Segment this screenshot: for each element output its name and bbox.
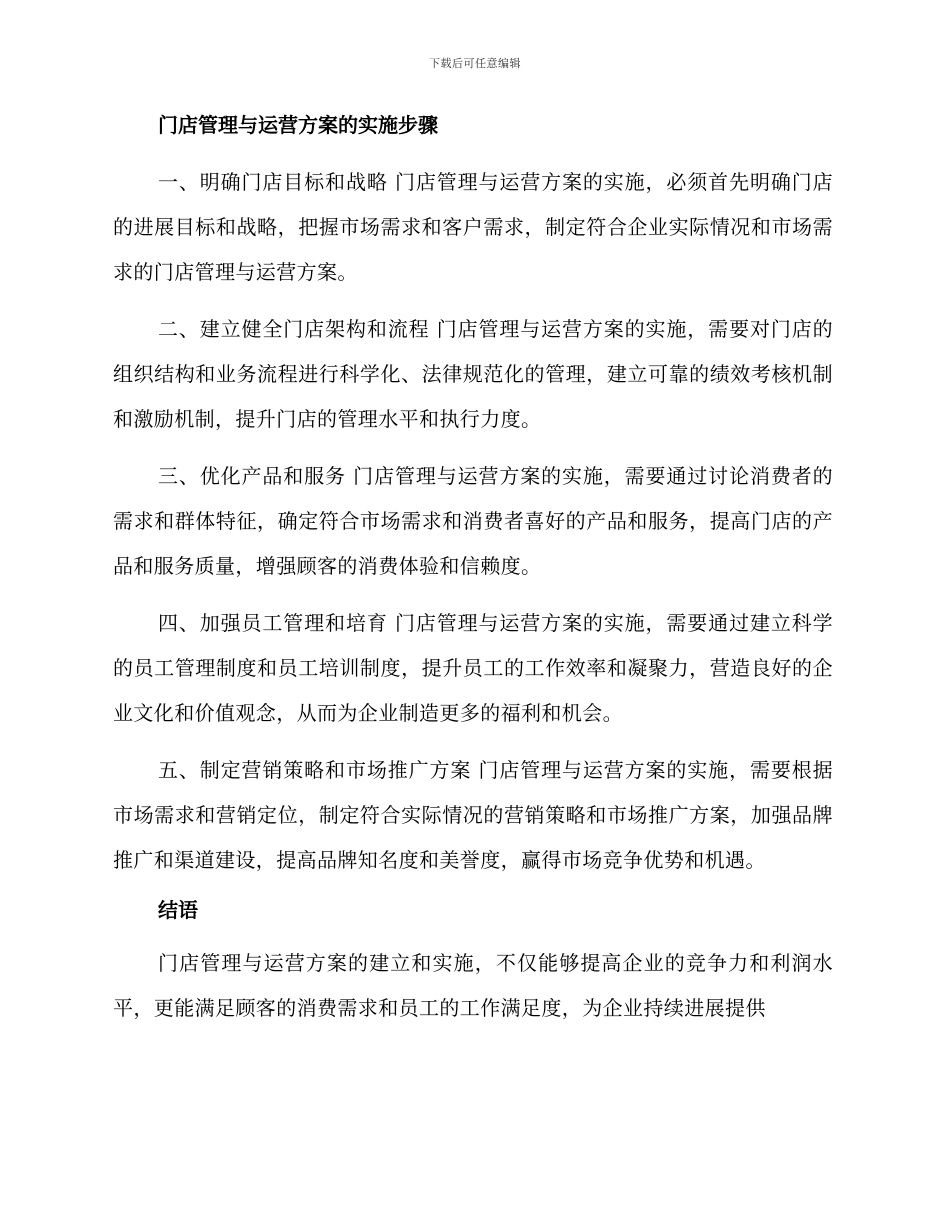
paragraph-step-1: 一、明确门店目标和战略 门店管理与运营方案的实施，必须首先明确门店的进展目标和战略，把握市场需求和客户需求，制定符合企业实际情况和市场需求的门店管理与运营方案。 — [113, 170, 833, 284]
document-body — [113, 110, 833, 1043]
paragraph-step-4: 四、加强员工管理和培育 门店管理与运营方案的实施，需要通过建立科学的员工管理制度和员工培训制度，提升员工的工作效率和凝聚力，营造良好的企业文化和价值观念，从而为企业制造更多的福利和机会。 — [113, 611, 833, 725]
conclusion-paragraph: 门店管理与运营方案的建立和实施，不仅能够提高企业的竞争力和利润水平，更能满足顾客的消费需求和员工的工作满足度，为企业持续进展提供 — [113, 951, 833, 1020]
paragraph-step-3: 三、优化产品和服务 门店管理与运营方案的实施，需要通过讨论消费者的需求和群体特征，确定符合市场需求和消费者喜好的产品和服务，提高门店的产品和服务质量，增强顾客的消费体验和信赖度。 — [113, 464, 833, 578]
document-title: 门店管理与运营方案的实施步骤 — [158, 113, 438, 137]
paragraph-step-5: 五、制定营销策略和市场推广方案 门店管理与运营方案的实施，需要根据市场需求和营销定位，制定符合实际情况的营销策略和市场推广方案，加强品牌推广和渠道建设，提高品牌知名度和美誉度，赢得市场竞争优势和机遇。 — [113, 758, 833, 872]
header-note: 下载后可任意编辑 — [429, 57, 521, 70]
paragraph-step-2: 二、建立健全门店架构和流程 门店管理与运营方案的实施，需要对门店的组织结构和业务流程进行科学化、法律规范化的管理，建立可靠的绩效考核机制和激励机制，提升门店的管理水平和执行力度。 — [113, 317, 833, 431]
conclusion-title: 结语 — [158, 898, 198, 922]
